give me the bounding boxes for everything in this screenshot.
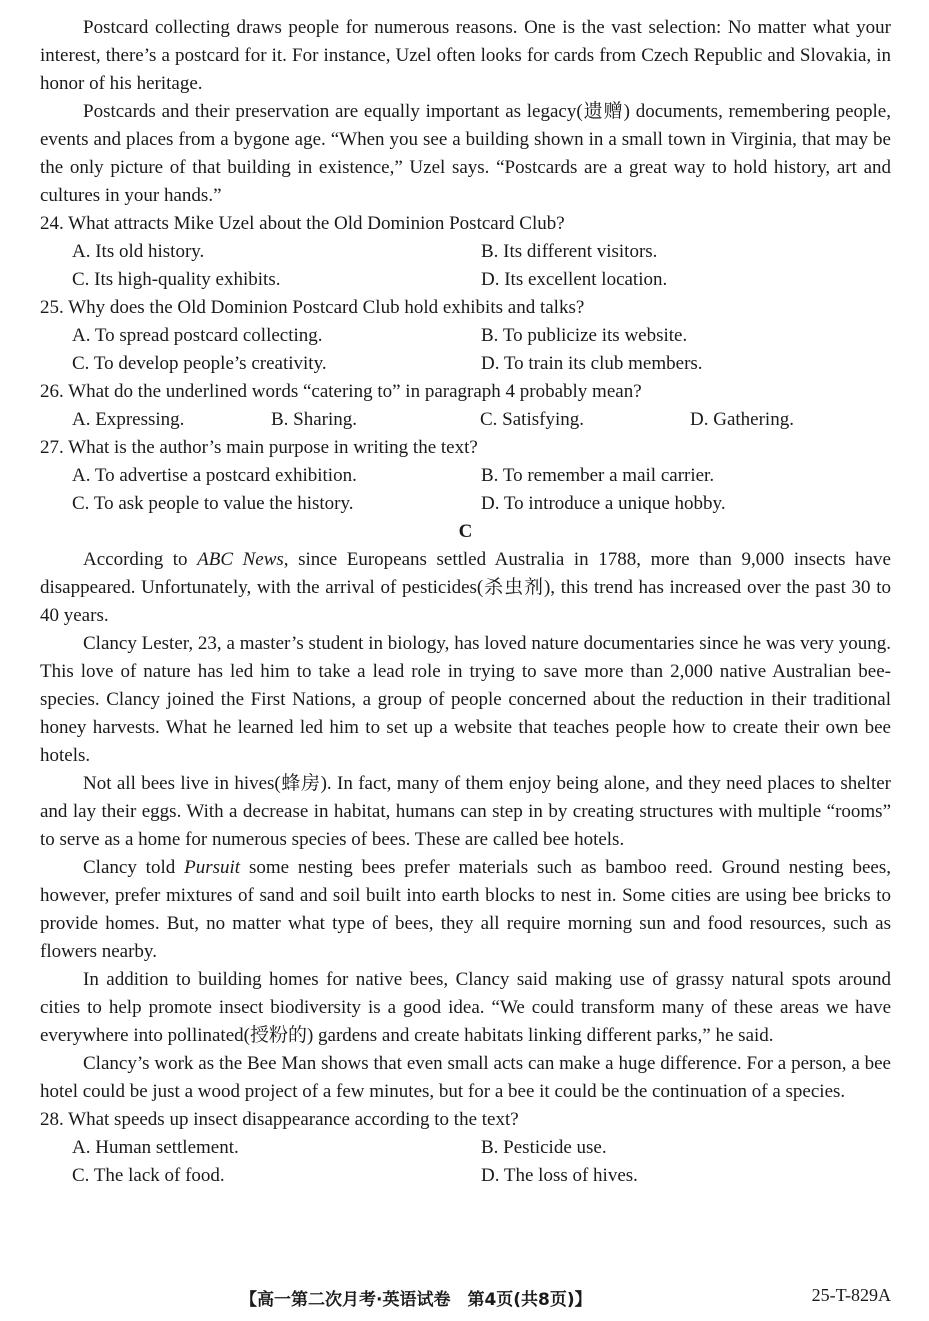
passage-paragraph: Clancy’s work as the Bee Man shows that even small acts can make a huge difference. For a person, a bee hotel could be just a wood project of a few minutes, but for a bee it could be the continuation of a species. xyxy=(40,1053,891,1102)
option-b: B. Sharing. xyxy=(271,409,358,430)
option-c: C. Its high-quality exhibits. xyxy=(72,269,281,290)
question-stem: 24. What attracts Mike Uzel about the Old Dominion Postcard Club? xyxy=(40,213,565,234)
question-stem: 25. Why does the Old Dominion Postcard Club hold exhibits and talks? xyxy=(40,297,585,318)
option-c: C. The lack of food. xyxy=(72,1165,225,1186)
passage-paragraph: According to ABC News, since Europeans settled Australia in 1788, more than 9,000 insects have disappeared. Unfortunately, with the arrival of pesticides(杀虫剂), this trend has increased over the past 30 to 40 years. xyxy=(40,549,891,626)
option-c: C. To ask people to value the history. xyxy=(72,493,354,514)
option-b: B. To publicize its website. xyxy=(481,325,688,346)
option-d: D. Gathering. xyxy=(690,409,794,430)
passage-paragraph: Postcard collecting draws people for numerous reasons. One is the vast selection: No matter what your interest, there’s a postcard for it. For instance, Uzel often looks for cards from Czech Republic and Slovakia, in honor of his heritage. xyxy=(40,17,891,94)
option-a: A. Expressing. xyxy=(72,409,185,430)
option-a: A. Human settlement. xyxy=(72,1137,239,1158)
option-a: A. To advertise a postcard exhibition. xyxy=(72,465,357,486)
option-c: C. To develop people’s creativity. xyxy=(72,353,327,374)
exam-page xyxy=(40,14,891,1190)
option-d: D. To introduce a unique hobby. xyxy=(481,493,726,514)
section-heading: C xyxy=(458,521,473,542)
option-d: D. To train its club members. xyxy=(481,353,703,374)
option-c: C. Satisfying. xyxy=(480,409,584,430)
option-d: D. The loss of hives. xyxy=(481,1165,638,1186)
option-b: B. To remember a mail carrier. xyxy=(481,465,715,486)
passage-paragraph: In addition to building homes for native bees, Clancy said making use of grassy natural spots around cities to help promote insect biodiversity is a good idea. “We could transform many of these areas we have everywhere into pollinated(授粉的) gardens and create habitats linking different parks,” he said. xyxy=(40,969,891,1046)
source-title: Pursuit xyxy=(184,857,241,878)
option-b: B. Its different visitors. xyxy=(481,241,658,262)
footer-code: 25-T-829A xyxy=(811,1285,891,1305)
question-24 xyxy=(40,210,891,294)
passage-paragraph: Not all bees live in hives(蜂房). In fact, many of them enjoy being alone, and they need places to shelter and lay their eggs. With a decrease in habitat, humans can step in by creating structures with multiple “rooms” to serve as a home for numerous species of bees. These are called bee hotels. xyxy=(40,773,891,850)
question-25 xyxy=(40,294,891,378)
passage-paragraph: Clancy Lester, 23, a master’s student in biology, has loved nature documentaries since he was very young. This love of nature has led him to take a lead role in trying to save more than 2,000 native Australian bee-species. Clancy joined the First Nations, a group of people concerned about the reduction in their traditional honey harvests. What he learned led him to set up a website that teaches people how to create their own bee hotels. xyxy=(40,633,891,766)
source-title: ABC News xyxy=(197,549,284,570)
question-26 xyxy=(40,378,891,434)
question-27 xyxy=(40,434,891,518)
question-stem: 28. What speeds up insect disappearance according to the text? xyxy=(40,1109,519,1130)
passage-paragraph: Clancy told Pursuit some nesting bees prefer materials such as bamboo reed. Ground nesting bees, however, prefer mixtures of sand and soil built into earth blocks to nest in. Some cities are using bee bricks to provide homes. But, no matter what type of bees, they all require morning sun and food resources, such as flowers nearby. xyxy=(40,857,891,962)
option-b: B. Pesticide use. xyxy=(481,1137,607,1158)
question-stem: 27. What is the author’s main purpose in writing the text? xyxy=(40,437,478,458)
option-a: A. To spread postcard collecting. xyxy=(72,325,323,346)
passage-paragraph: Postcards and their preservation are equally important as legacy(遗赠) documents, remembering people, events and places from a bygone age. “When you see a building shown in a small town in Virginia, that may be the only picture of that building in existence,” Uzel says. “Postcards are a great way to hold history, art and cultures in your hands.” xyxy=(40,101,891,206)
question-28 xyxy=(40,1106,891,1190)
page-footer xyxy=(40,1285,891,1311)
question-stem: 26. What do the underlined words “catering to” in paragraph 4 probably mean? xyxy=(40,381,642,402)
footer-exam-info: 【高一第二次月考·英语试卷 第4页(共8页)】 xyxy=(240,1290,592,1310)
option-a: A. Its old history. xyxy=(72,241,205,262)
option-d: D. Its excellent location. xyxy=(481,269,668,290)
